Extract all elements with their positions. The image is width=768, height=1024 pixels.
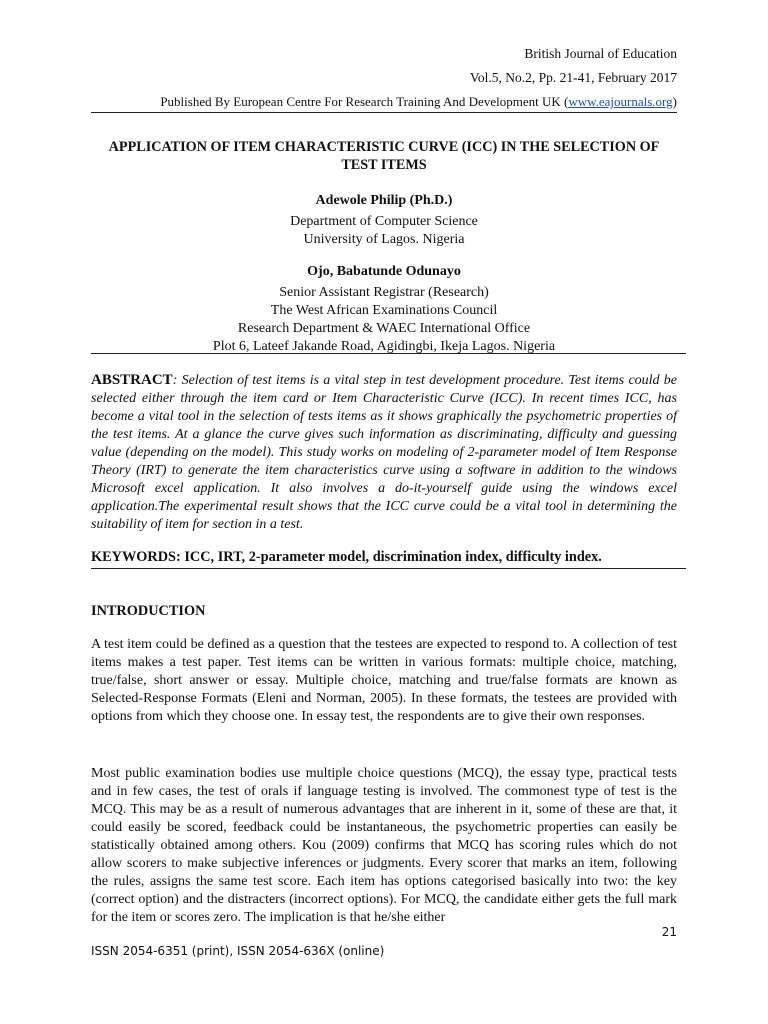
page-number: 21 (661, 925, 677, 939)
volume-info: Vol.5, No.2, Pp. 21-41, February 2017 (469, 70, 677, 85)
abstract (91, 371, 677, 534)
author-affiliation: Senior Assistant Registrar (Research) (279, 285, 489, 300)
header-rule (91, 112, 677, 113)
author-block-1 (91, 192, 677, 249)
author-name: Ojo, Babatunde Odunayo (307, 264, 461, 279)
author-affiliation: Department of Computer Science (290, 214, 478, 229)
author-name: Adewole Philip (Ph.D.) (315, 193, 453, 208)
author-affiliation: Plot 6, Lateef Jakande Road, Agidingbi, Ikeja Lagos. Nigeria (212, 339, 556, 354)
author-affiliation: Research Department & WAEC International Office (237, 321, 531, 336)
author-affiliation: University of Lagos. Nigeria (303, 232, 465, 247)
paper-title: APPLICATION OF ITEM CHARACTERISTIC CURVE (ICC) IN THE SELECTION OF TEST ITEMS (108, 139, 660, 173)
author-affiliation: The West African Examinations Council (270, 303, 498, 318)
section-heading: INTRODUCTION (91, 603, 206, 619)
publisher-line (91, 94, 677, 110)
publisher-link[interactable]: www.eajournals.org (568, 94, 673, 109)
abstract-label: ABSTRACT (91, 372, 173, 388)
body-paragraph: A test item could be defined as a question that the testees are expected to respond to. A collection of test items makes a test paper. Test items can be written in various formats: multiple choice, matching, true/false, short answer or essay. Multiple choice, matching and true/false formats are known as Selected-Response Formats (Eleni and Norman, 2005). In these formats, the testees are provided with options from which they choose one. In essay test, the respondents are to give their own responses. (91, 637, 677, 724)
keywords-rule (91, 568, 686, 569)
keywords: KEYWORDS: ICC, IRT, 2-parameter model, discrimination index, difficulty index. (91, 549, 602, 565)
abstract-text: : Selection of test items is a vital step in test development procedure. Test items could be selected either through the item card or Item Characteristic Curve (ICC). In recent times ICC, has become a vital tool in the selection of tests items as it shows graphically the psychometric properties of the test items. At a glance the curve gives such information as discriminating, difficulty and guessing value (depending on the model). This study works on modeling of 2-parameter model of Item Response Theory (IRT) to generate the item characteristics curve using a software in addition to the windows Microsoft excel application. It also involves a do-it-yourself guide using the windows excel application.The experimental result shows that the ICC curve could be a vital tool in determining the suitability of item for section in a test. (91, 373, 677, 532)
issn-footer: ISSN 2054-6351 (print), ISSN 2054-636X (online) (91, 944, 385, 958)
publisher-suffix: ) (672, 94, 677, 109)
journal-name: British Journal of Education (524, 46, 677, 61)
authors-rule (91, 353, 686, 354)
publisher-text: Published By European Centre For Research Training And Development UK ( (160, 94, 569, 109)
author-block-2 (91, 263, 677, 356)
body-paragraph: Most public examination bodies use multiple choice questions (MCQ), the essay type, practical tests and in few cases, the test of orals if language testing is involved. The commonest type of test is the MCQ. This may be as a result of numerous advantages that are inherent in it, some of these are that, it could easily be scored, feedback could be instantaneous, the psychometric properties can easily be statistically obtained among others. Kou (2009) confirms that MCQ has scoring rules which do not allow scorers to make subjective inferences or judgments. Every scorer that marks an item, following the rules, assigns the same test score. Each item has options categorised basically into two: the key (correct option) and the distracters (incorrect options). For MCQ, the candidate either gets the full mark for the item or scores zero. The implication is that he/she either (91, 766, 677, 925)
